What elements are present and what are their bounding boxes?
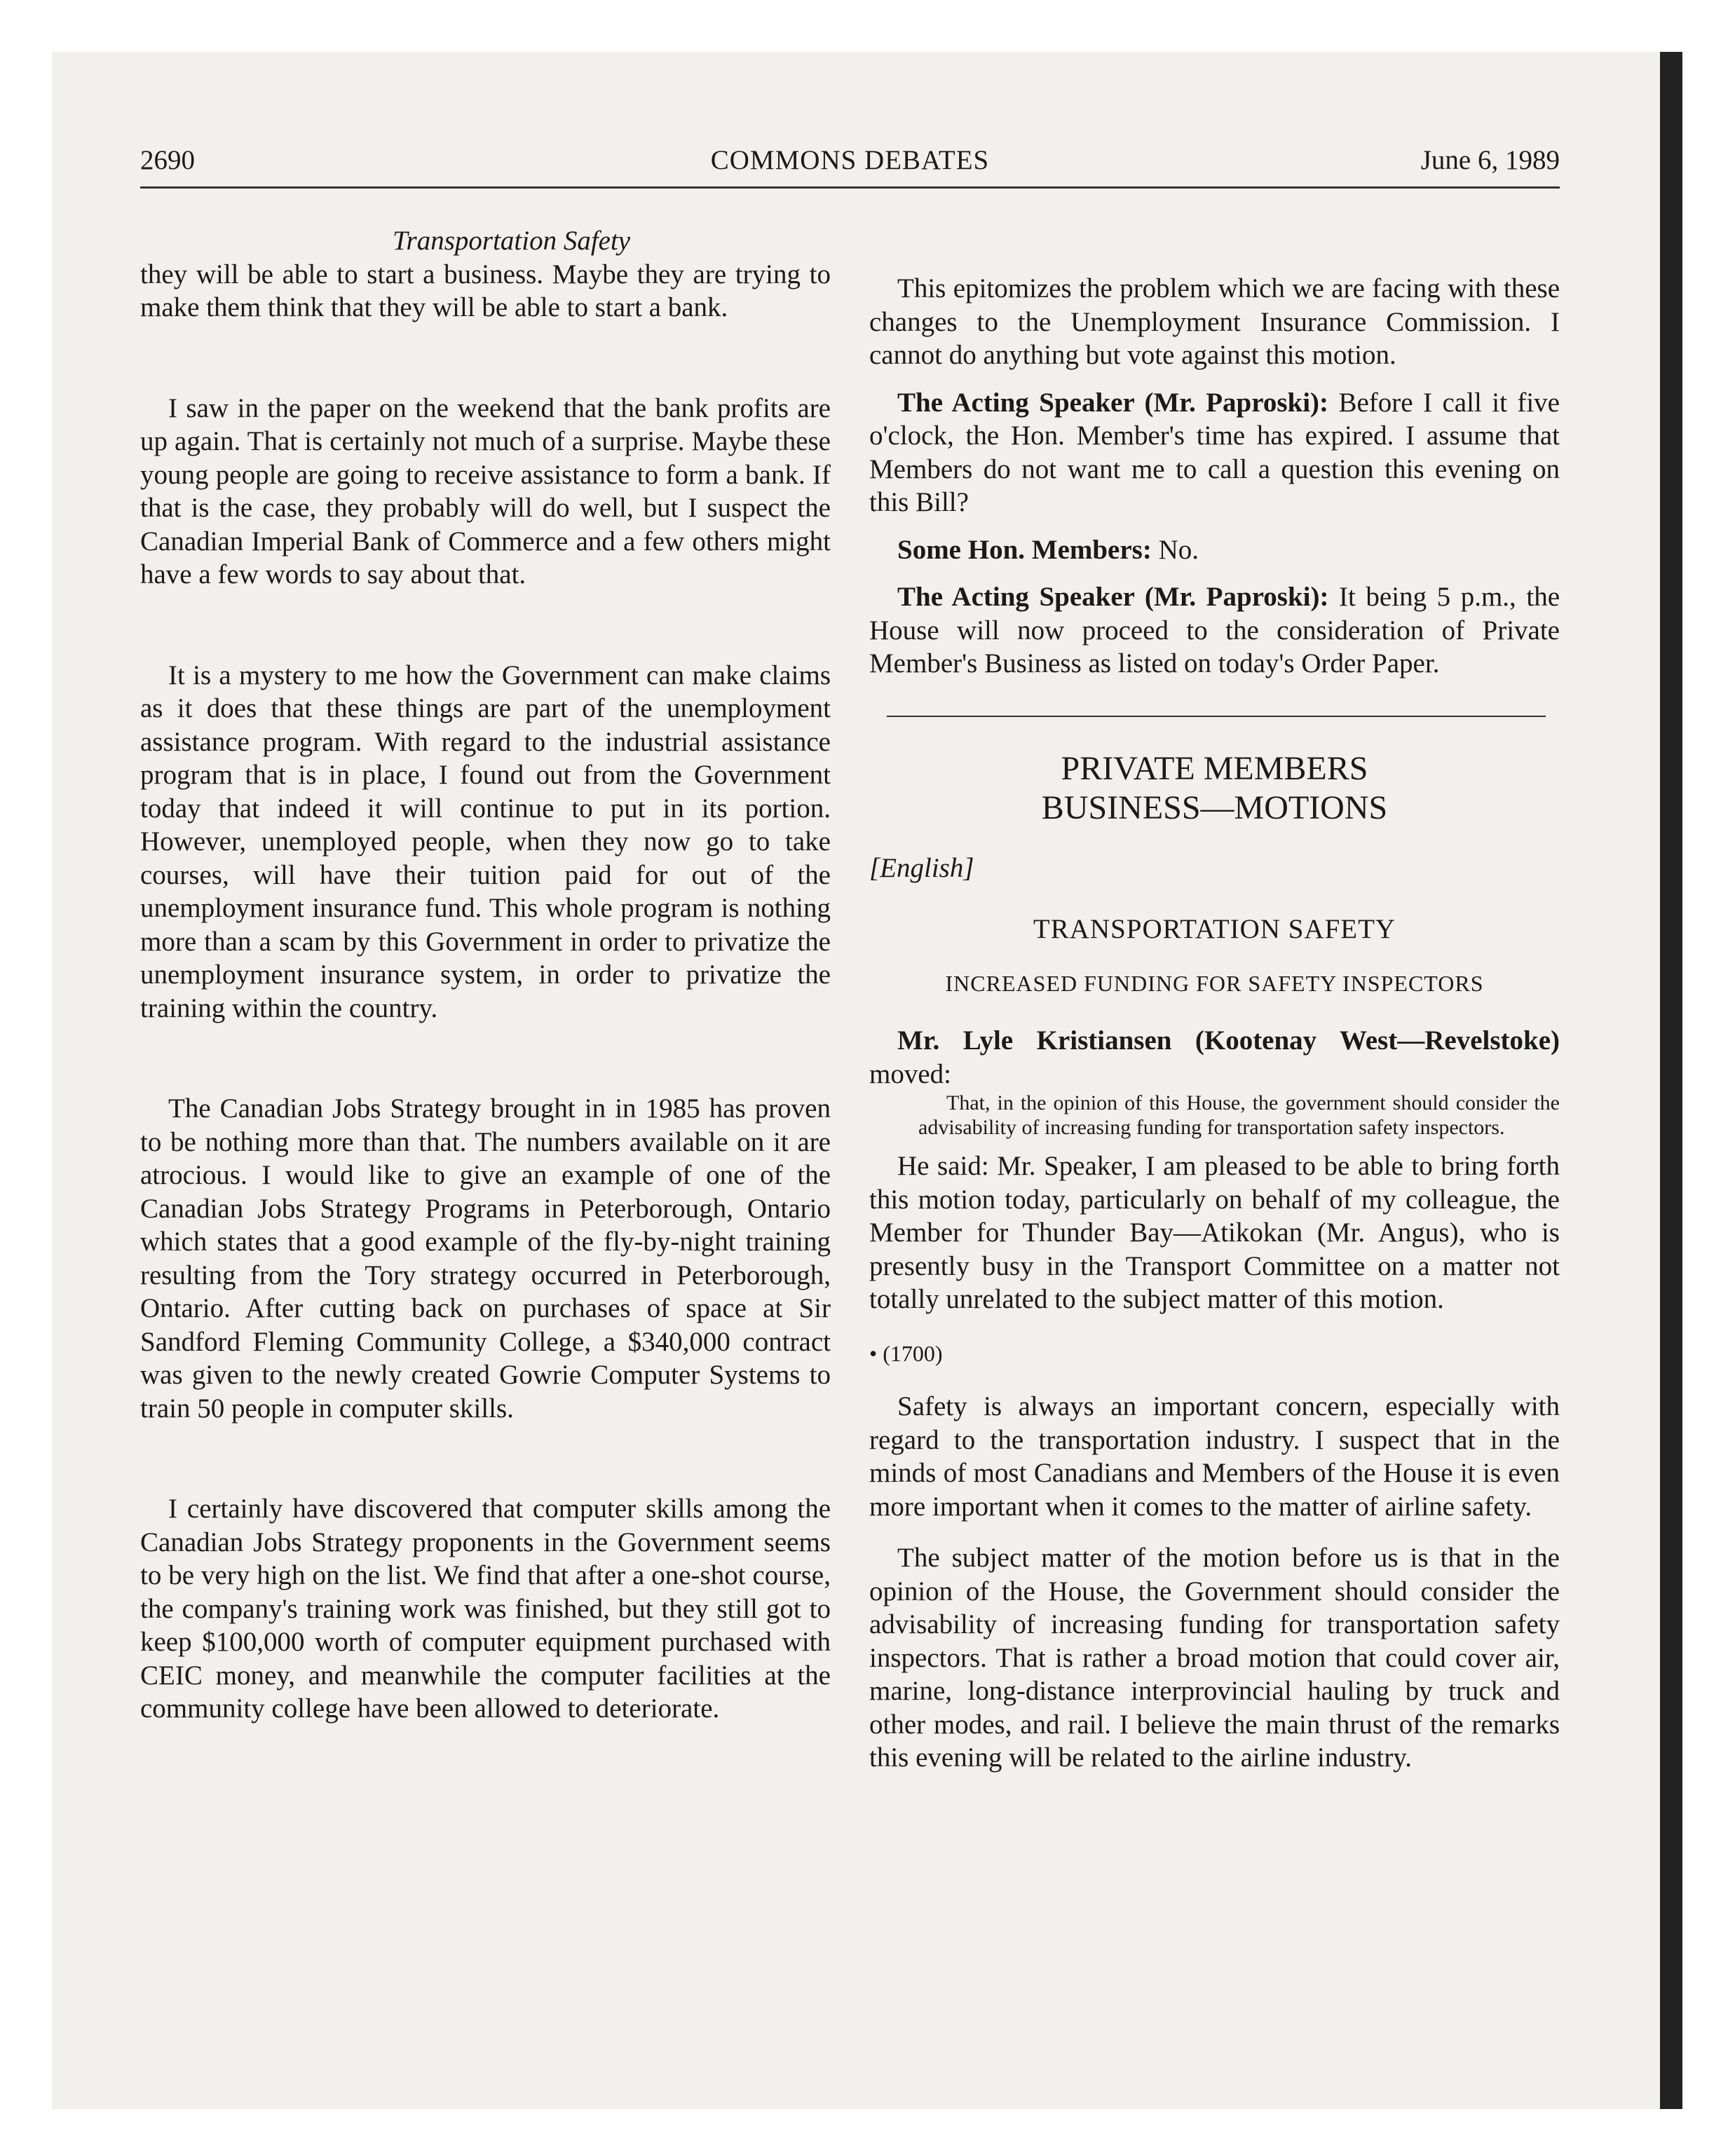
speaker-text: It being 5 p.m., the House will now proceed to the consideration of Private Member's Business as listed on today's Order Paper. [869, 582, 1560, 678]
scan-edge-shadow [1660, 52, 1682, 2109]
members-response [869, 533, 1560, 567]
speaker-statement [869, 386, 1560, 519]
mover-name: Mr. Lyle Kristiansen (Kootenay West—Revelstoke) [897, 1025, 1560, 1056]
publication-title: COMMONS DEBATES [710, 145, 990, 175]
mover-text: moved: [869, 1058, 951, 1089]
paragraph: I saw in the paper on the weekend that the bank profits are up again. That is certainly not much of a surprise. Maybe these young people are going to receive assistance to form a bank. If that is the case, they probably will do well, but I suspect the Canadian Imperial Bank of Commerce and a few others might have a few words to say about that. [140, 393, 831, 589]
speaker-name: The Acting Speaker (Mr. Paproski): [897, 387, 1329, 418]
paragraph: they will be able to start a business. Maybe they are trying to make them think that they will be able to start a bank. [140, 259, 831, 322]
paragraph: He said: Mr. Speaker, I am pleased to be able to bring forth this motion today, particularly on behalf of my colleague, the Member for Thunder Bay—Atikokan (Mr. Angus), who is presently busy in the Transport Committee on a matter not totally unrelated to the subject matter of this motion. [869, 1151, 1560, 1314]
speaker-text: No. [1151, 534, 1199, 565]
subject-heading: TRANSPORTATION SAFETY [1033, 914, 1396, 944]
publication-date: June 6, 1989 [1420, 145, 1560, 175]
time-marker: • (1700) [869, 1340, 943, 1366]
language-marker: [English] [869, 852, 974, 883]
speaker-text: Before I call it five o'clock, the Hon. Member's time has expired. I assume that Members do not want me to call a question this evening on this Bill? [869, 387, 1560, 517]
paragraph: It is a mystery to me how the Government can make claims as it does that these things are part of the unemployment assistance program. With regard to the industrial assistance program that is in place, I found out from the Government today that indeed it will continue to put in its portion. However, unemployed people, when they now go to take courses, will have their tuition paid for out of the unemployment insurance fund. This whole program is nothing more than a scam by this Government in order to privatize the unemployment insurance system, in order to privatize the training within the country. [140, 660, 831, 1023]
running-head: Transportation Safety [393, 226, 631, 256]
paragraph: The subject matter of the motion before us is that in the opinion of the House, the Government should consider the advisability of increasing funding for transportation safety inspectors. That is rather a broad motion that could cover air, marine, long-distance interprovincial hauling by truck and other modes, and rail. I believe the main thrust of the remarks this evening will be related to the airline industry. [869, 1543, 1560, 1773]
page-number: 2690 [140, 145, 195, 175]
paragraph: I certainly have discovered that computer skills among the Canadian Jobs Strategy proponents in the Government seems to be very high on the list. We find that after a one-shot course, the company's training work was finished, but they still got to keep $100,000 worth of computer equipment purchased with CEIC money, and meanwhile the computer facilities at the community college have been allowed to deteriorate. [140, 1494, 831, 1724]
speaker-statement [869, 580, 1560, 681]
motion-text: That, in the opinion of this House, the government should consider the advisability of increasing funding for transportation safety inspectors. [918, 1091, 1560, 1139]
section-title: PRIVATE MEMBERS BUSINESS—MOTIONS [1041, 749, 1388, 826]
paragraph: This epitomizes the problem which we are facing with these changes to the Unemployment Insurance Commission. I cannot do anything but vote against this motion. [869, 273, 1560, 370]
right-column [869, 272, 1560, 1775]
mover-line [869, 1024, 1560, 1091]
speaker-name: The Acting Speaker (Mr. Paproski): [897, 582, 1329, 612]
section-divider [887, 716, 1546, 717]
paragraph: The Canadian Jobs Strategy brought in in 1985 has proven to be nothing more than that. The numbers available on it are atrocious. I would like to give an example of one of the Canadian Jobs Strategy Programs in Peterborough, Ontario which states that a good example of the fly-by-night training resulting from the Tory strategy occurred in Peterborough, Ontario. After cutting back on purchases of space at Sir Sandford Fleming Community College, a $340,000 contract was given to the newly created Gowrie Computer Systems to train 50 people in computer skills. [140, 1093, 831, 1424]
speaker-name: Some Hon. Members: [897, 534, 1152, 565]
paragraph: Safety is always an important concern, especially with regard to the transportation industry. I suspect that in the minds of most Canadians and Members of the House it is even more important when it comes to the matter of airline safety. [869, 1391, 1560, 1522]
left-column [140, 224, 831, 1726]
subject-subheading: INCREASED FUNDING FOR SAFETY INSPECTORS [945, 970, 1484, 996]
page-header [140, 144, 1560, 189]
